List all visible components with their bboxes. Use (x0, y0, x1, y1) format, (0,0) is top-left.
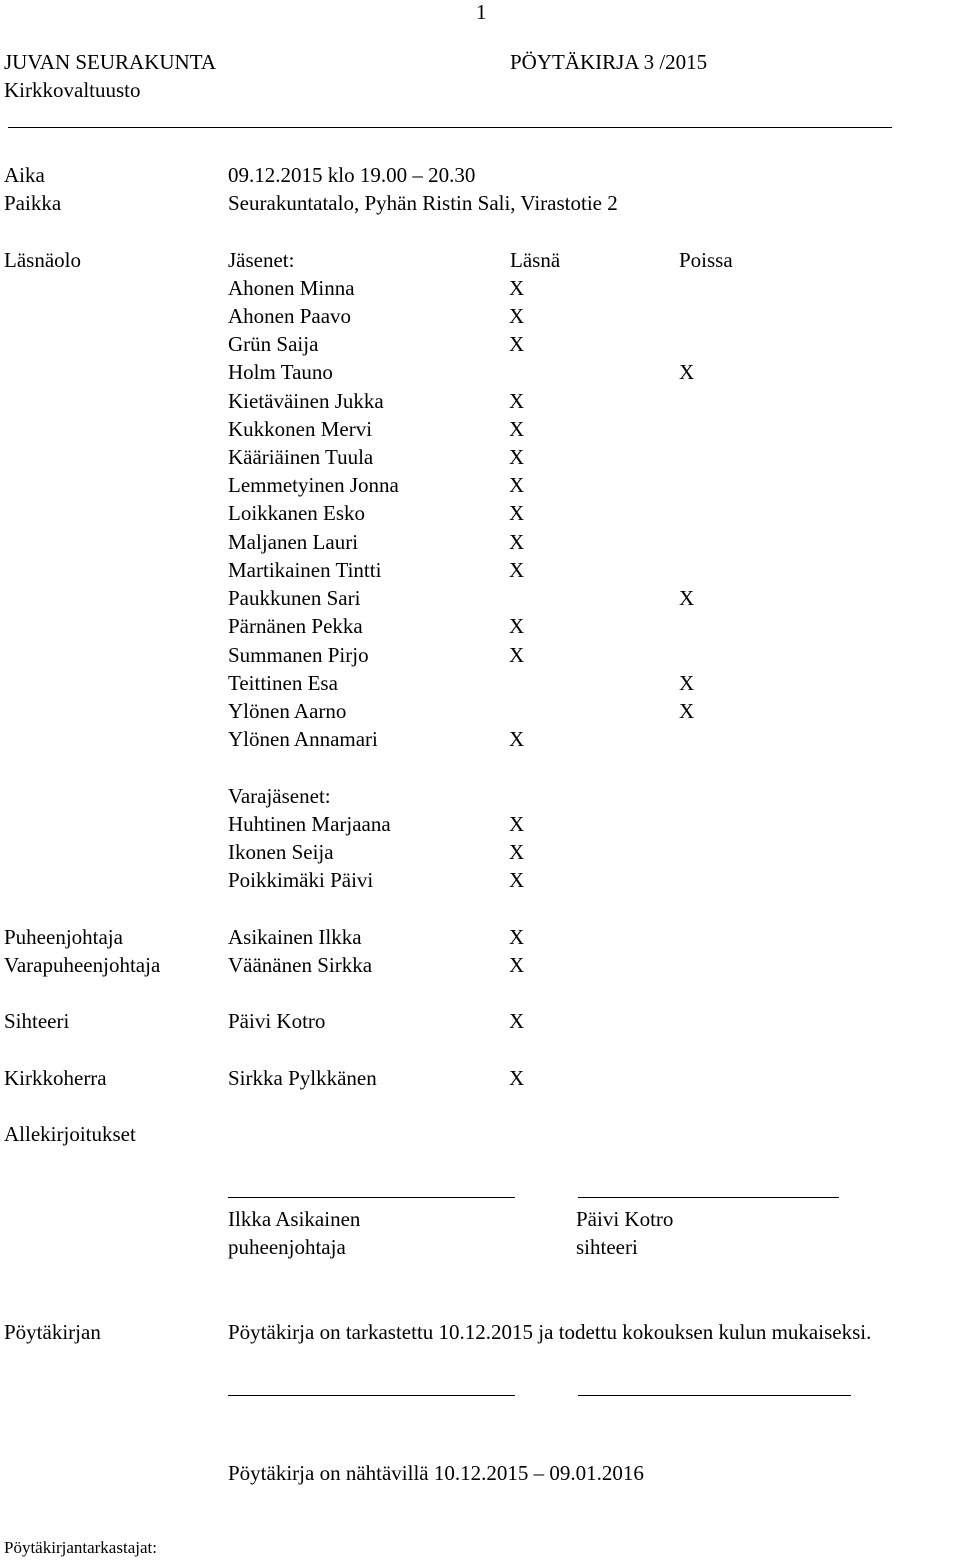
absent-heading: Poissa (679, 248, 733, 272)
member-name: Paukkunen Sari (228, 586, 361, 610)
member-name: Grün Saija (228, 332, 319, 356)
official-role: Puheenjohtaja (4, 925, 123, 949)
member-present-mark: X (509, 530, 525, 554)
secretary-name: Päivi Kotro (576, 1207, 674, 1231)
member-absent-mark: X (679, 586, 695, 610)
signatures-label: Allekirjoitukset (4, 1122, 136, 1146)
member-present-mark: X (509, 558, 525, 582)
official-name: Asikainen Ilkka (228, 925, 362, 949)
deputy-present-mark: X (509, 868, 525, 892)
member-present-mark: X (509, 501, 525, 525)
official-name: Väänänen Sirkka (228, 953, 373, 977)
member-absent-mark: X (679, 360, 695, 384)
deputy-present-mark: X (509, 840, 525, 864)
member-name: Ylönen Annamari (228, 727, 378, 751)
org-name: JUVAN SEURAKUNTA (4, 50, 217, 74)
member-name: Kääriäinen Tuula (228, 445, 374, 469)
official-name: Päivi Kotro (228, 1009, 326, 1033)
header-divider (8, 127, 892, 128)
member-name: Teittinen Esa (228, 671, 338, 695)
official-name: Sirkka Pylkkänen (228, 1066, 377, 1090)
deputy-name: Huhtinen Marjaana (228, 812, 391, 836)
member-present-mark: X (509, 304, 525, 328)
display-period: Pöytäkirja on nähtävillä 10.12.2015 – 09.01.2016 (228, 1461, 644, 1485)
member-present-mark: X (509, 445, 525, 469)
review-statement: Pöytäkirja on tarkastettu 10.12.2015 ja todettu kokouksen kulun mukaiseksi. (228, 1320, 872, 1344)
member-present-mark: X (509, 643, 525, 667)
member-absent-mark: X (679, 699, 695, 723)
time-label: Aika (4, 163, 45, 187)
chair-name: Ilkka Asikainen (228, 1207, 361, 1231)
member-name: Ylönen Aarno (228, 699, 347, 723)
review-label: Pöytäkirjan (4, 1320, 101, 1344)
place-value: Seurakuntatalo, Pyhän Ristin Sali, Virastotie 2 (228, 191, 618, 215)
official-role: Kirkkoherra (4, 1066, 107, 1090)
member-present-mark: X (509, 389, 525, 413)
secretary-title: sihteeri (576, 1235, 638, 1259)
member-name: Summanen Pirjo (228, 643, 369, 667)
attendance-label: Läsnäolo (4, 248, 81, 272)
official-role: Sihteeri (4, 1009, 70, 1033)
member-name: Ahonen Paavo (228, 304, 352, 328)
governing-body: Kirkkovaltuusto (4, 78, 141, 102)
members-heading: Jäsenet: (228, 248, 295, 272)
chair-title: puheenjohtaja (228, 1235, 346, 1259)
signature-line-right (578, 1197, 839, 1198)
signature-line-left (228, 1197, 515, 1198)
document-reference: PÖYTÄKIRJA 3 /2015 (510, 50, 708, 74)
reviewer-line-left (228, 1395, 515, 1396)
time-value: 09.12.2015 klo 19.00 – 20.30 (228, 163, 476, 187)
page-number: 1 (476, 0, 487, 24)
member-present-mark: X (509, 276, 525, 300)
member-name: Maljanen Lauri (228, 530, 359, 554)
member-name: Ahonen Minna (228, 276, 355, 300)
member-name: Loikkanen Esko (228, 501, 366, 525)
member-name: Martikainen Tintti (228, 558, 382, 582)
official-present-mark: X (509, 925, 525, 949)
official-role: Varapuheenjohtaja (4, 953, 161, 977)
deputies-heading: Varajäsenet: (228, 784, 331, 808)
member-present-mark: X (509, 614, 525, 638)
member-name: Holm Tauno (228, 360, 333, 384)
present-heading: Läsnä (510, 248, 561, 272)
place-label: Paikka (4, 191, 62, 215)
member-absent-mark: X (679, 671, 695, 695)
reviewer-line-right (578, 1395, 851, 1396)
official-present-mark: X (509, 1009, 525, 1033)
deputy-name: Ikonen Seija (228, 840, 334, 864)
member-name: Pärnänen Pekka (228, 614, 363, 638)
member-present-mark: X (509, 727, 525, 751)
official-present-mark: X (509, 953, 525, 977)
deputy-name: Poikkimäki Päivi (228, 868, 374, 892)
member-name: Kukkonen Mervi (228, 417, 373, 441)
deputy-present-mark: X (509, 812, 525, 836)
member-present-mark: X (509, 332, 525, 356)
official-present-mark: X (509, 1066, 525, 1090)
member-present-mark: X (509, 417, 525, 441)
reviewers-label: Pöytäkirjantarkastajat: (4, 1538, 157, 1557)
member-present-mark: X (509, 473, 525, 497)
member-name: Kietäväinen Jukka (228, 389, 384, 413)
member-name: Lemmetyinen Jonna (228, 473, 399, 497)
